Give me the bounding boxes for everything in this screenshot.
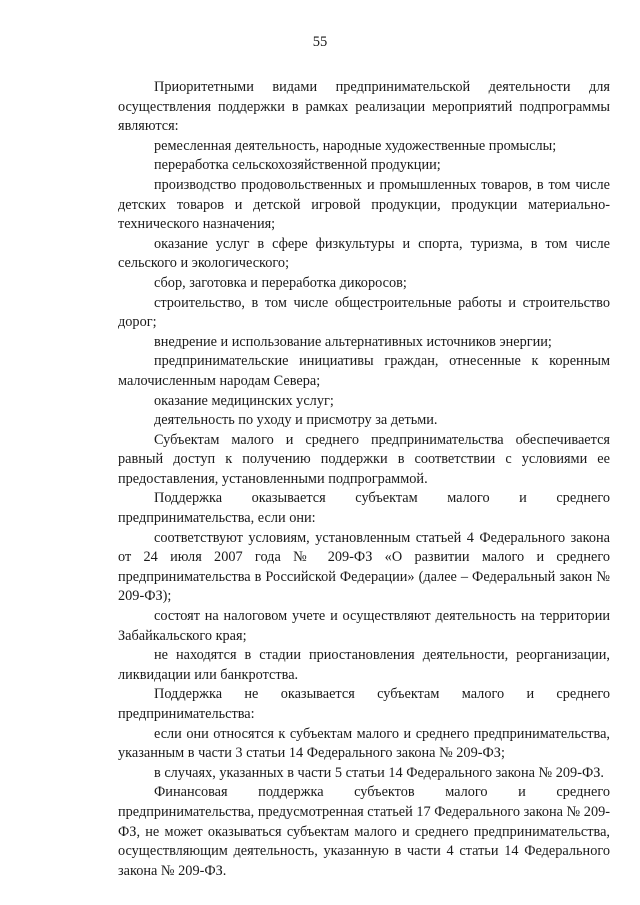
condition-not-liquidated: не находятся в стадии приостановления деятельности, реорганизации, ликвидации или банкротства. <box>118 647 610 683</box>
document-body <box>118 78 610 881</box>
list-item-construction: строительство, в том числе общестроительные работы и строительство дорог; <box>118 294 610 331</box>
paragraph-financial-support: Финансовая поддержка субъектов малого и среднего предпринимательства, предусмотренная статьей 17 Федерального закона № 209-ФЗ, не может оказываться субъектам малого и среднего предпринимательства, осуществляющим деятельность, указанную в части 4 статьи 14 Федерального закона № 209-ФЗ. <box>118 784 610 879</box>
exclusion-part-3: если они относятся к субъектам малого и среднего предпринимательства, указанным в части 3 статьи 14 Федерального закона № 209-ФЗ; <box>118 725 610 762</box>
paragraph-no-support: Поддержка не оказывается субъектам малого и среднего предпринимательства: <box>118 686 610 722</box>
list-item-wild-plants: сбор, заготовка и переработка дикоросов; <box>154 274 407 291</box>
condition-article-4: соответствуют условиям, установленным статьей 4 Федерального закона от 24 июля 2007 года № 209-ФЗ «О развитии малого и среднего предпринимательства в Российской Федерации» (далее – Федеральный закон № 209-ФЗ); <box>118 529 610 605</box>
list-item-childcare: деятельность по уходу и присмотру за детьми. <box>154 412 438 429</box>
list-item-sports-tourism: оказание услуг в сфере физкультуры и спорта, туризма, в том числе сельского и экологического; <box>118 235 610 272</box>
list-item-agri-processing: переработка сельскохозяйственной продукции; <box>154 157 441 174</box>
condition-tax-registration: состоят на налоговом учете и осуществляют деятельность на территории Забайкальского края; <box>118 608 610 644</box>
list-item-crafts: ремесленная деятельность, народные художественные промыслы; <box>154 137 557 154</box>
paragraph-equal-access: Субъектам малого и среднего предпринимательства обеспечивается равный доступ к получению поддержки в соответствии с условиями ее предоставления, установленными подпрограммой. <box>118 431 610 487</box>
list-item-alt-energy: внедрение и использование альтернативных источников энергии; <box>154 333 552 350</box>
page-number: 55 <box>312 34 328 50</box>
exclusion-part-5: в случаях, указанных в части 5 статьи 14 Федерального закона № 209-ФЗ. <box>154 764 604 781</box>
list-item-production: производство продовольственных и промышленных товаров, в том числе детских товаров и детской игровой продукции, продукции материально-технического назначения; <box>118 176 610 233</box>
paragraph-priority-intro: Приоритетными видами предпринимательской деятельности для осуществления поддержки в рамках реализации мероприятий подпрограммы являются: <box>118 79 610 135</box>
list-item-medical: оказание медицинских услуг; <box>154 392 334 409</box>
list-item-indigenous: предпринимательские инициативы граждан, отнесенные к коренным малочисленным народам Севера; <box>118 353 610 389</box>
paragraph-support-conditions: Поддержка оказывается субъектам малого и среднего предпринимательства, если они: <box>118 490 610 527</box>
